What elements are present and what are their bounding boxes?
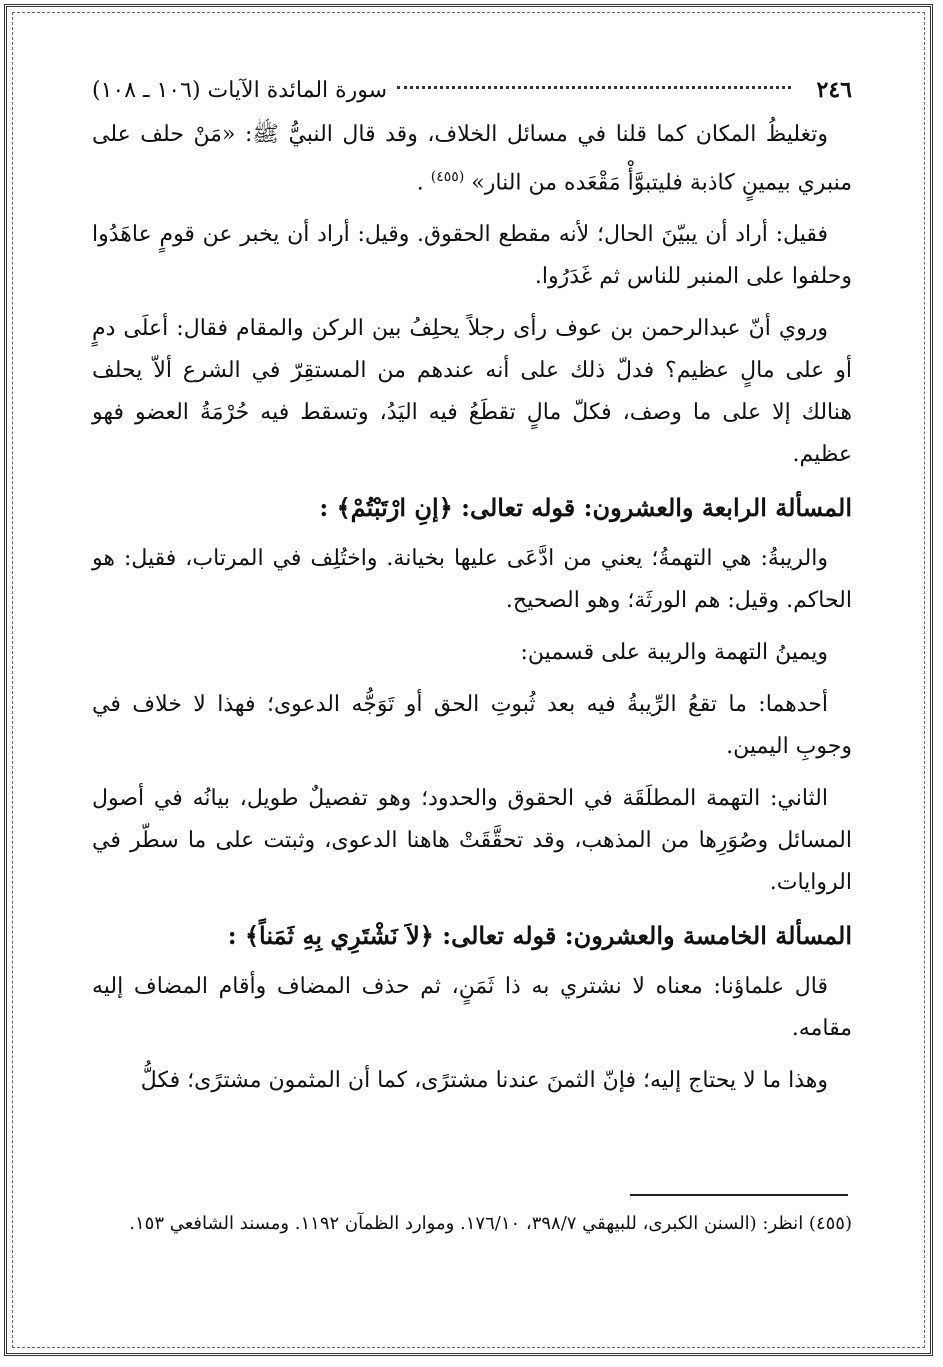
paragraph-6: أحدهما: ما تقعُ الرِّيبةُ فيه بعد ثُبوتِ الحق أو تَوَجُّه الدعوى؛ فهذا لا خلاف في وجوبِ اليمين. (92, 692, 852, 760)
section-heading-24-verse: ﴿إنِ ارْتَبْتُمْ﴾ (336, 493, 453, 523)
running-header (92, 70, 852, 114)
header-dot-leader (397, 86, 790, 89)
page-content (92, 70, 852, 1112)
page-number: ٢٤٦ (816, 77, 852, 103)
paragraph-2: فقيل: أراد أن يبيّنَ الحال؛ لأنه مقطع الحقوق. وقيل: أراد أن يخبر عن قومٍ عاهَدُوا وحلفوا على المنبر للناس ثم غَدَرُوا. (92, 222, 852, 290)
paragraph-1 (92, 114, 852, 204)
footnote-reference: (٤٥٥) (430, 169, 465, 185)
section-heading-25-end: : (227, 921, 237, 951)
paragraph-7: الثاني: التهمة المطلَقَة في الحقوق والحدود؛ وهو تفصيلٌ طويل، بيانُه في أصول المسائل وصُوَرِها من المذهب، وقد تحقَّقَتْ هاهنا الدعوى، وثبتت على ما سطّر في الروايات. (92, 786, 852, 896)
header-title: سورة المائدة الآيات (١٠٦ ـ ١٠٨) (92, 78, 388, 103)
paragraph-1-text: وتغليظُ المكان كما قلنا في مسائل الخلاف، وقد قال النبيُّ ﷺ: «مَنْ حلف على منبري بيمينٍ كاذبة فليتبوَّأْ مَقْعَده من النار» (92, 122, 852, 196)
section-heading-24 (92, 486, 852, 530)
paragraph-3: وروي أنّ عبدالرحمن بن عوف رأى رجلاً يحلِفُ بين الركن والمقام فقال: أعلَى دمٍ أو على مالٍ عظيم؟ فدلّ ذلك على أنه عندهم من المستقِرّ في الشرع ألاّ يحلف هنالك إلا على ما وصف، فكلّ مالٍ تقطَعُ فيه اليَدُ، وتسقط فيه حُرْمَةُ العضو فهو عظيم. (92, 316, 852, 468)
paragraph-1-end: . (416, 170, 424, 196)
section-heading-24-end: : (319, 493, 329, 523)
footnote-455: (٤٥٥) انظر: (السنن الكبرى، للبيهقي ٣٩٨/٧، ١٧٦/١٠. وموارد الظمآن ١١٩٢. ومسند الشافعي ١٥٣. (129, 1213, 852, 1234)
section-heading-25-verse: ﴿لاَ نَشْتَرِي بِهِ ثَمَناً﴾ (244, 921, 434, 951)
paragraph-8: قال علماؤنا: معناه لا نشتري به ذا ثَمَنٍ، ثم حذف المضاف وأقام المضاف إليه مقامه. (92, 974, 852, 1042)
footnote-separator (630, 1194, 848, 1196)
paragraph-9: وهذا ما لا يحتاج إليه؛ فإنّ الثمنَ عندنا مشترًى، كما أن المثمون مشترًى؛ فكلُّ (140, 1068, 828, 1094)
section-heading-24-text: المسألة الرابعة والعشرون: قوله تعالى: (461, 493, 852, 523)
section-heading-25 (92, 914, 852, 958)
paragraph-4: والريبةُ: هي التهمةُ؛ يعني من ادَّعَى عليها بخيانة. واختُلِف في المرتاب، فقيل: هو الحاكم. وقيل: هم الورثَة؛ وهو الصحيح. (92, 546, 852, 614)
paragraph-5: ويمينُ التهمة والريبة على قسمين: (520, 640, 828, 666)
section-heading-25-text: المسألة الخامسة والعشرون: قوله تعالى: (442, 921, 852, 951)
